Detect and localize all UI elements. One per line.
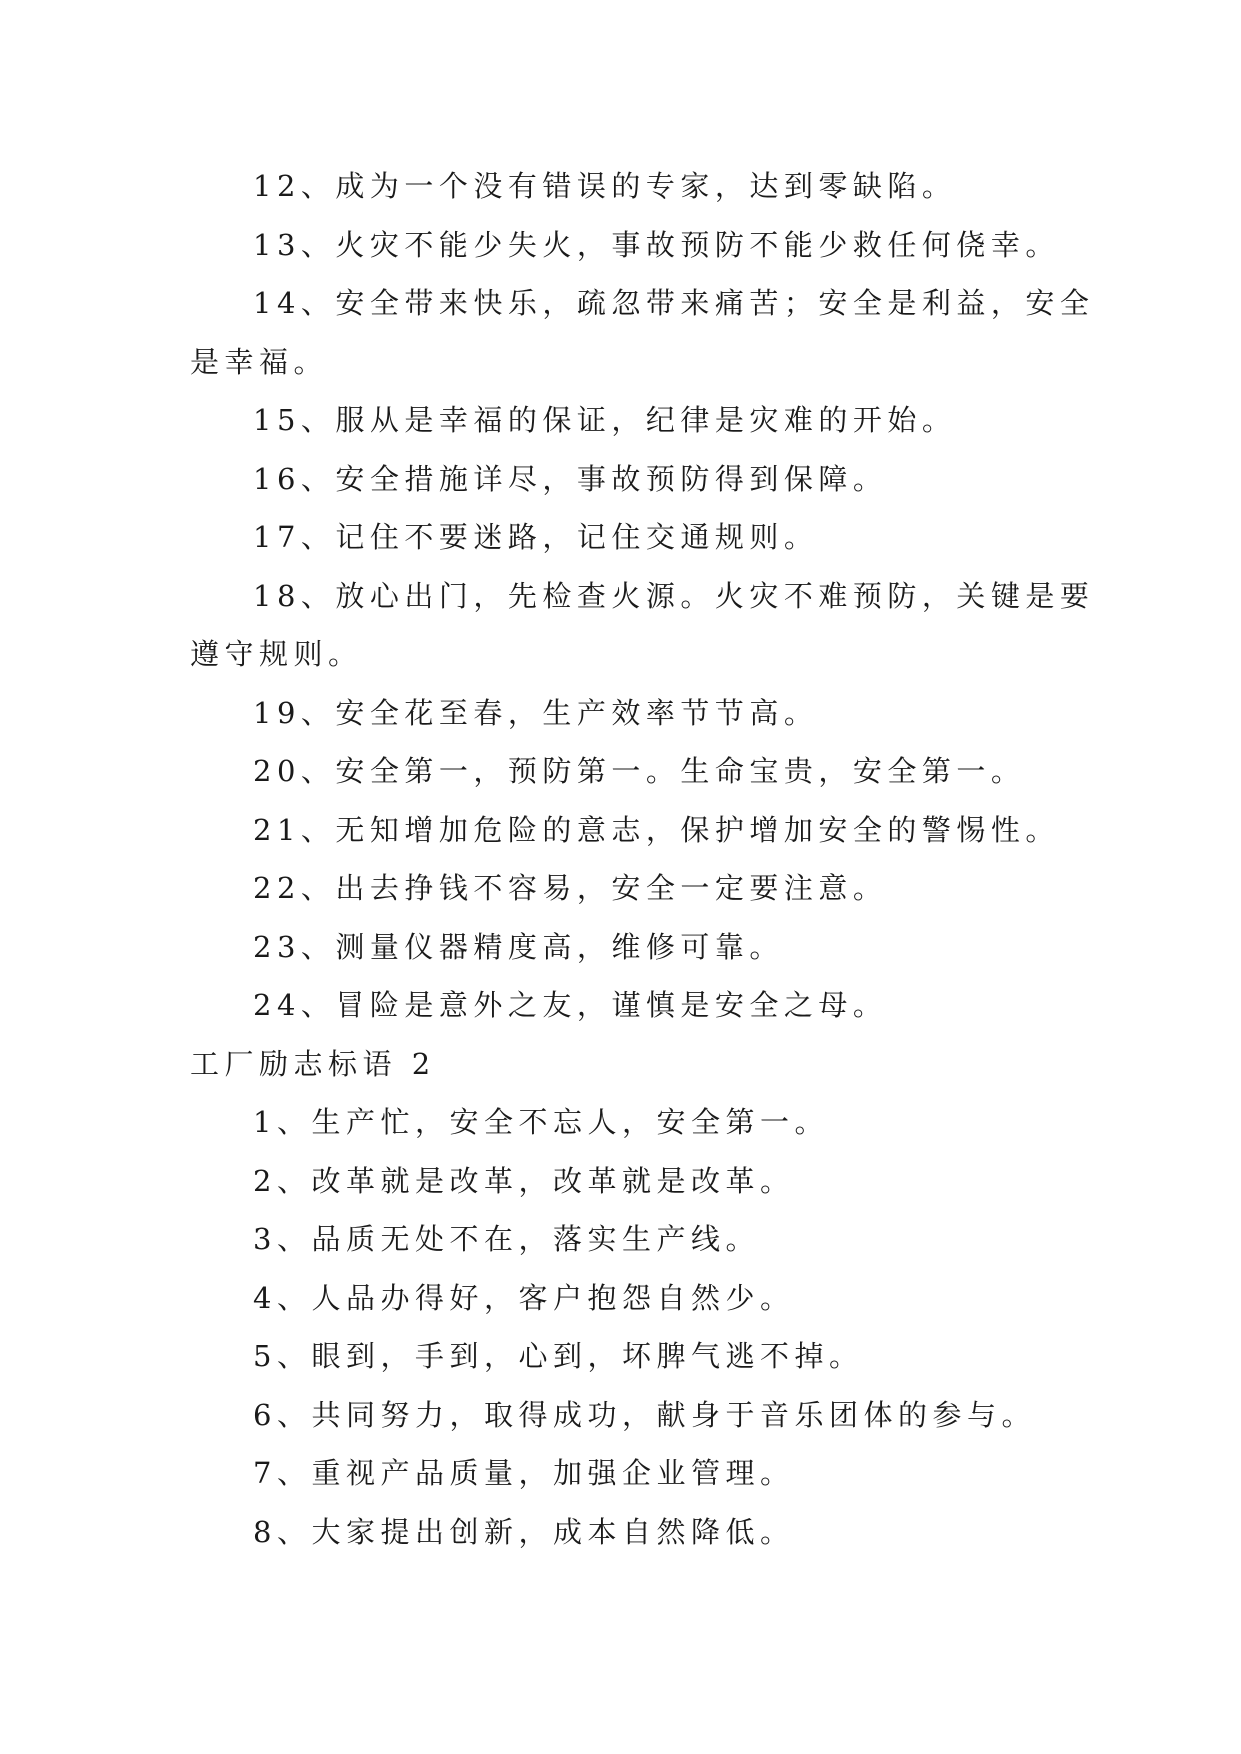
list-item: 17、记住不要迷路，记住交通规则。 [253, 520, 819, 554]
list-item: 18、放心出门，先检查火源。火灾不难预防，关键是要 [253, 578, 1095, 613]
list-item: 16、安全措施详尽，事故预防得到保障。 [253, 461, 888, 496]
list-item: 6、共同努力，取得成功，献身于音乐团体的参与。 [253, 1397, 1036, 1432]
list-item: 3、品质无处不在，落实生产线。 [253, 1222, 760, 1256]
list-item: 14、安全带来快乐，疏忽带来痛苦；安全是利益，安全 [253, 286, 1095, 320]
list-item: 12、成为一个没有错误的专家，达到零缺陷。 [253, 169, 957, 203]
list-item-continuation: 是幸福。 [190, 344, 329, 379]
list-item: 24、冒险是意外之友，谨慎是安全之母。 [253, 988, 888, 1022]
list-item: 22、出去挣钱不容易，安全一定要注意。 [253, 871, 888, 905]
list-item: 19、安全花至春，生产效率节节高。 [253, 695, 819, 730]
section-heading: 工厂励志标语 2 [190, 1046, 436, 1081]
list-item: 15、服从是幸福的保证，纪律是灾难的开始。 [253, 403, 957, 437]
list-item: 5、眼到，手到，心到，坏脾气逃不掉。 [253, 1339, 864, 1373]
document-body [190, 157, 1095, 1561]
list-item-continuation: 遵守规则。 [190, 637, 363, 671]
list-item: 2、改革就是改革，改革就是改革。 [253, 1163, 795, 1198]
list-item: 23、测量仪器精度高，维修可靠。 [253, 929, 784, 964]
list-item: 1、生产忙，安全不忘人，安全第一。 [253, 1105, 829, 1139]
list-item: 21、无知增加危险的意志，保护增加安全的警惕性。 [253, 812, 1060, 847]
list-item: 13、火灾不能少失火，事故预防不能少救任何侥幸。 [253, 227, 1060, 262]
list-item: 4、人品办得好，客户抱怨自然少。 [253, 1280, 795, 1315]
list-item: 7、重视产品质量，加强企业管理。 [253, 1456, 795, 1490]
list-item: 20、安全第一，预防第一。生命宝贵，安全第一。 [253, 754, 1026, 788]
list-item: 8、大家提出创新，成本自然降低。 [253, 1514, 795, 1549]
